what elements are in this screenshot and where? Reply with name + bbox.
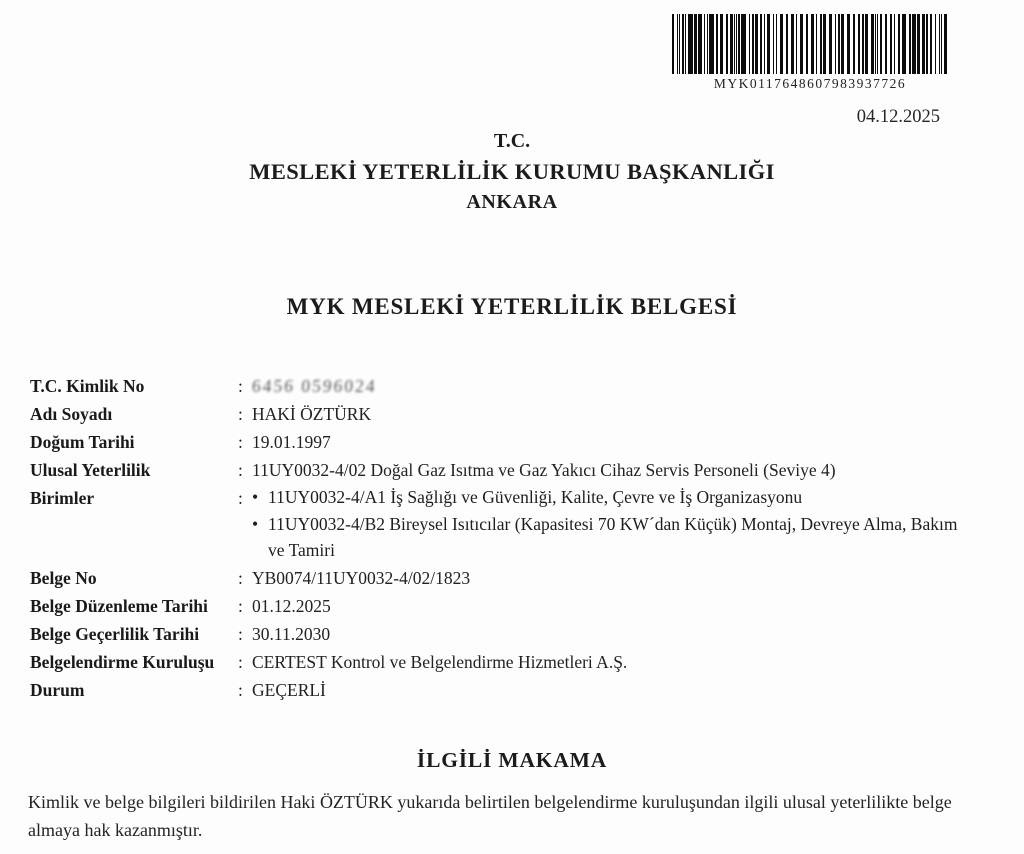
field-row-dogum-tarihi [30,428,996,456]
letterhead-republic: T.C. [493,130,531,152]
field-value: HAKİ ÖZTÜRK [252,404,372,424]
document-title: MYK MESLEKİ YETERLİLİK BELGESİ [286,294,738,319]
field-row-belge-duzenleme-tarihi [30,592,996,620]
barcode [672,14,948,92]
field-colon: : [238,460,243,480]
letterhead-authority: MESLEKİ YETERLİLİK KURUMU BAŞKANLIĞI [249,159,775,184]
field-value: YB0074/11UY0032-4/02/1823 [252,567,471,588]
field-value: CERTEST Kontrol ve Belgelendirme Hizmetleri A.Ş. [252,651,628,672]
fields-table [30,372,996,704]
field-row-adi-soyadi [30,400,996,428]
field-colon: : [238,651,243,672]
barcode-value: MYK0117648607983937726 [713,76,907,91]
field-value-obscured: 6456 0596024 [251,376,378,396]
field-colon: : [238,404,243,424]
field-colon: : [238,679,243,700]
field-label: Adı Soyadı [30,404,113,424]
issue-date: 04.12.2025 [856,107,940,127]
field-value: 19.01.1997 [252,432,331,452]
bullet-icon: • [252,513,259,534]
field-label: T.C. Kimlik No [30,376,145,396]
field-colon: : [238,623,243,644]
field-colon: : [238,595,243,616]
body-paragraph: Kimlik ve belge bilgileri bildirilen Haki ÖZTÜRK yukarıda belirtilen belgelendirme kuruluşundan ilgili ulusal yeterlilikte belge almaya hak kazanmıştır. [28,792,952,840]
field-row-ulusal-yeterlilik [30,456,996,484]
field-row-belge-gecerlilik-tarihi [30,620,996,648]
field-label: Belgelendirme Kuruluşu [30,651,215,672]
field-label: Birimler [30,488,95,508]
birimler-list [252,484,968,564]
field-value: 30.11.2030 [252,623,331,644]
barcode-bars-icon [672,14,948,74]
field-value: GEÇERLİ [252,679,326,700]
field-colon: : [238,376,243,396]
letterhead-city: ANKARA [466,191,558,213]
field-label: Doğum Tarihi [30,432,135,452]
field-row-tc-kimlik-no [30,372,996,400]
field-value: 01.12.2025 [252,595,331,616]
list-item [252,484,968,511]
field-row-belgelendirme-kurulusu [30,648,996,676]
field-label: Belge Düzenleme Tarihi [30,595,208,616]
field-colon: : [238,488,243,508]
field-row-birimler [30,484,996,564]
bullet-icon: • [252,487,259,507]
field-label: Durum [30,679,85,700]
field-row-durum [30,676,996,704]
field-label: Belge No [30,567,97,588]
letterhead [0,126,1024,218]
field-row-belge-no [30,564,996,592]
birimler-item-text: 11UY0032-4/A1 İş Sağlığı ve Güvenliği, Kalite, Çevre ve İş Organizasyonu [268,487,803,507]
section-title: İLGİLİ MAKAMA [416,748,608,772]
field-colon: : [238,567,243,588]
birimler-item-text: 11UY0032-4/B2 Bireysel Isıtıcılar (Kapasitesi 70 KW´dan Küçük) Montaj, Devreye Alma, Bakım ve Tamiri [268,513,958,560]
field-label: Ulusal Yeterlilik [30,460,151,480]
field-value: 11UY0032-4/02 Doğal Gaz Isıtma ve Gaz Yakıcı Cihaz Servis Personeli (Seviye 4) [252,460,836,480]
list-item [252,511,968,564]
field-colon: : [238,432,243,452]
field-label: Belge Geçerlilik Tarihi [30,623,200,644]
